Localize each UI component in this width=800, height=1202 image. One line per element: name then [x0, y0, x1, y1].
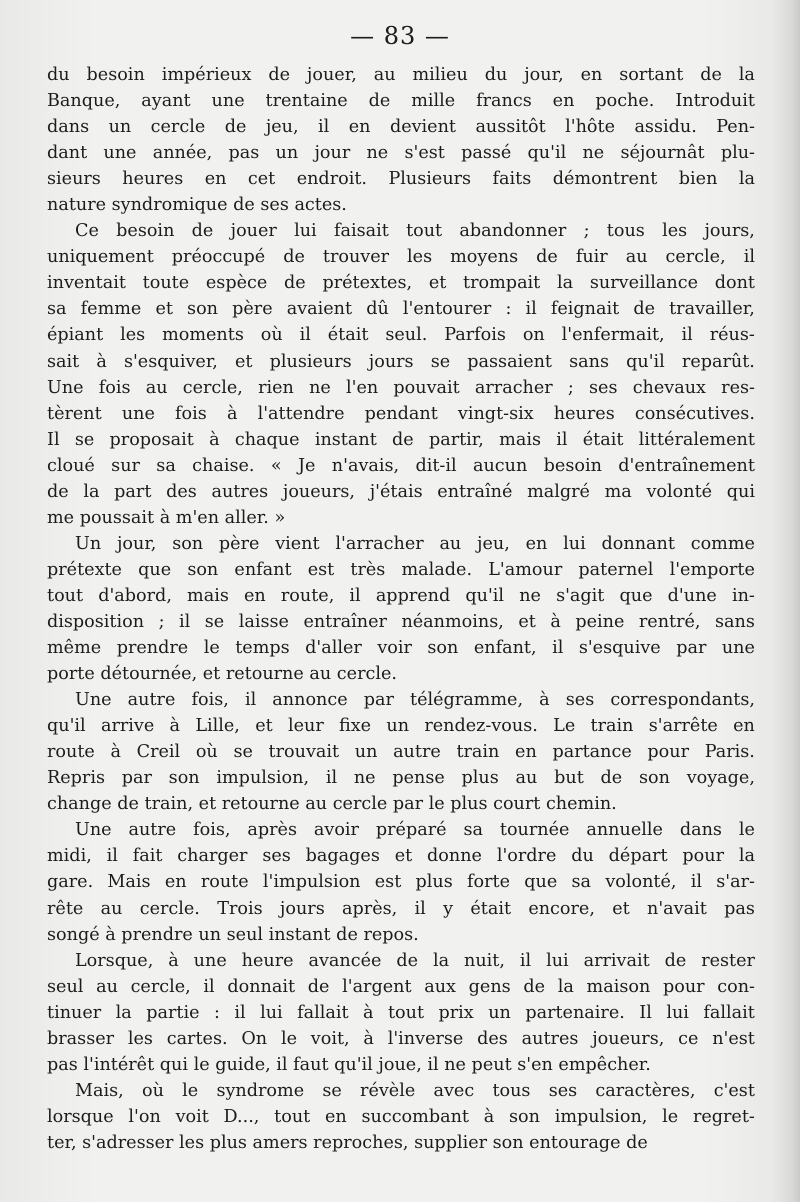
text-line: prétexte que son enfant est très malade. L'amour paternel l'emporte	[47, 559, 755, 580]
text-line: tèrent une fois à l'attendre pendant vingt-six heures consécutives.	[47, 403, 755, 424]
text-line: gare. Mais en route l'impulsion est plus forte que sa volonté, il s'ar-	[47, 872, 755, 893]
paragraph	[47, 687, 755, 817]
text-line: sa femme et son père avaient dû l'entourer : il feignait de travailler,	[47, 299, 755, 320]
text-line: Repris par son impulsion, il ne pense plus au but de son voyage,	[47, 768, 755, 789]
text-line: nature syndromique de ses actes.	[47, 195, 347, 216]
text-line: Banque, ayant une trentaine de mille francs en poche. Introduit	[47, 91, 755, 112]
text-line: uniquement préoccupé de trouver les moyens de fuir au cercle, il	[47, 247, 755, 268]
text-line: Un jour, son père vient l'arracher au jeu, en lui donnant comme	[75, 533, 755, 554]
text-line: inventait toute espèce de prétextes, et trompait la surveillance dont	[47, 273, 755, 294]
paragraph	[47, 531, 755, 687]
body-text	[47, 62, 755, 1156]
page-edge-shadow	[772, 0, 800, 1202]
text-line: cloué sur sa chaise. « Je n'avais, dit-il aucun besoin d'entraînement	[47, 455, 755, 476]
text-line: du besoin impérieux de jouer, au milieu du jour, en sortant de la	[47, 65, 755, 85]
text-line: seul au cercle, il donnait de l'argent aux gens de la maison pour con-	[47, 976, 755, 997]
paragraph	[47, 1078, 755, 1156]
text-line: sieurs heures en cet endroit. Plusieurs faits démontrent bien la	[47, 169, 755, 190]
text-line: lorsque l'on voit D..., tout en succombant à son impulsion, le regret-	[47, 1106, 755, 1127]
text-line: porte détournée, et retourne au cercle.	[47, 664, 397, 685]
text-line: pas l'intérêt qui le guide, il faut qu'il joue, il ne peut s'en empêcher.	[47, 1054, 651, 1075]
text-line: dans un cercle de jeu, il en devient aussitôt l'hôte assidu. Pen-	[47, 117, 755, 138]
paragraph	[47, 817, 755, 947]
text-line: Mais, où le syndrome se révèle avec tous ses caractères, c'est	[75, 1080, 755, 1101]
text-line: Une autre fois, il annonce par télégramme, à ses correspondants,	[75, 690, 755, 711]
text-line: tout d'abord, mais en route, il apprend qu'il ne s'agit que d'une in-	[47, 585, 755, 606]
text-line: me poussait à m'en aller. »	[47, 507, 286, 528]
text-line: Il se proposait à chaque instant de partir, mais il était littéralement	[47, 429, 755, 450]
text-line: change de train, et retourne au cercle par le plus court chemin.	[47, 794, 617, 815]
text-line: Ce besoin de jouer lui faisait tout abandonner ; tous les jours,	[75, 221, 755, 242]
paragraph	[47, 948, 755, 1078]
text-line: dant une année, pas un jour ne s'est passé qu'il ne séjournât plu-	[47, 143, 755, 164]
text-line: Lorsque, à une heure avancée de la nuit, il lui arrivait de rester	[75, 950, 755, 971]
text-line: de la part des autres joueurs, j'étais entraîné malgré ma volonté qui	[47, 481, 755, 502]
paragraph	[47, 218, 755, 531]
text-line: même prendre le temps d'aller voir son enfant, il s'esquive par une	[47, 638, 755, 659]
text-line: route à Creil où se trouvait un autre train en partance pour Paris.	[47, 742, 755, 763]
text-line: épiant les moments où il était seul. Parfois on l'enfermait, il réus-	[47, 325, 755, 346]
text-line: ter, s'adresser les plus amers reproches, supplier son entourage de	[47, 1132, 648, 1153]
text-line: Une autre fois, après avoir préparé sa tournée annuelle dans le	[75, 820, 755, 841]
text-line: sait à s'esquiver, et plusieurs jours se passaient sans qu'il reparût.	[47, 351, 755, 372]
text-line: disposition ; il se laisse entraîner néanmoins, et à peine rentré, sans	[47, 611, 755, 632]
text-line: rête au cercle. Trois jours après, il y était encore, et n'avait pas	[47, 898, 755, 919]
text-line: Une fois au cercle, rien ne l'en pouvait arracher ; ses chevaux res-	[47, 377, 755, 398]
text-line: brasser les cartes. On le voit, à l'inverse des autres joueurs, ce n'est	[47, 1028, 755, 1049]
text-line: qu'il arrive à Lille, et leur fixe un rendez-vous. Le train s'arrête en	[47, 716, 755, 737]
text-line: tinuer la partie : il lui fallait à tout prix un partenaire. Il lui fallait	[47, 1002, 755, 1023]
text-line: midi, il fait charger ses bagages et donne l'ordre du départ pour la	[47, 846, 755, 867]
page-number: — 83 —	[350, 22, 450, 50]
paragraph	[47, 62, 755, 218]
text-line: songé à prendre un seul instant de repos.	[47, 924, 419, 945]
